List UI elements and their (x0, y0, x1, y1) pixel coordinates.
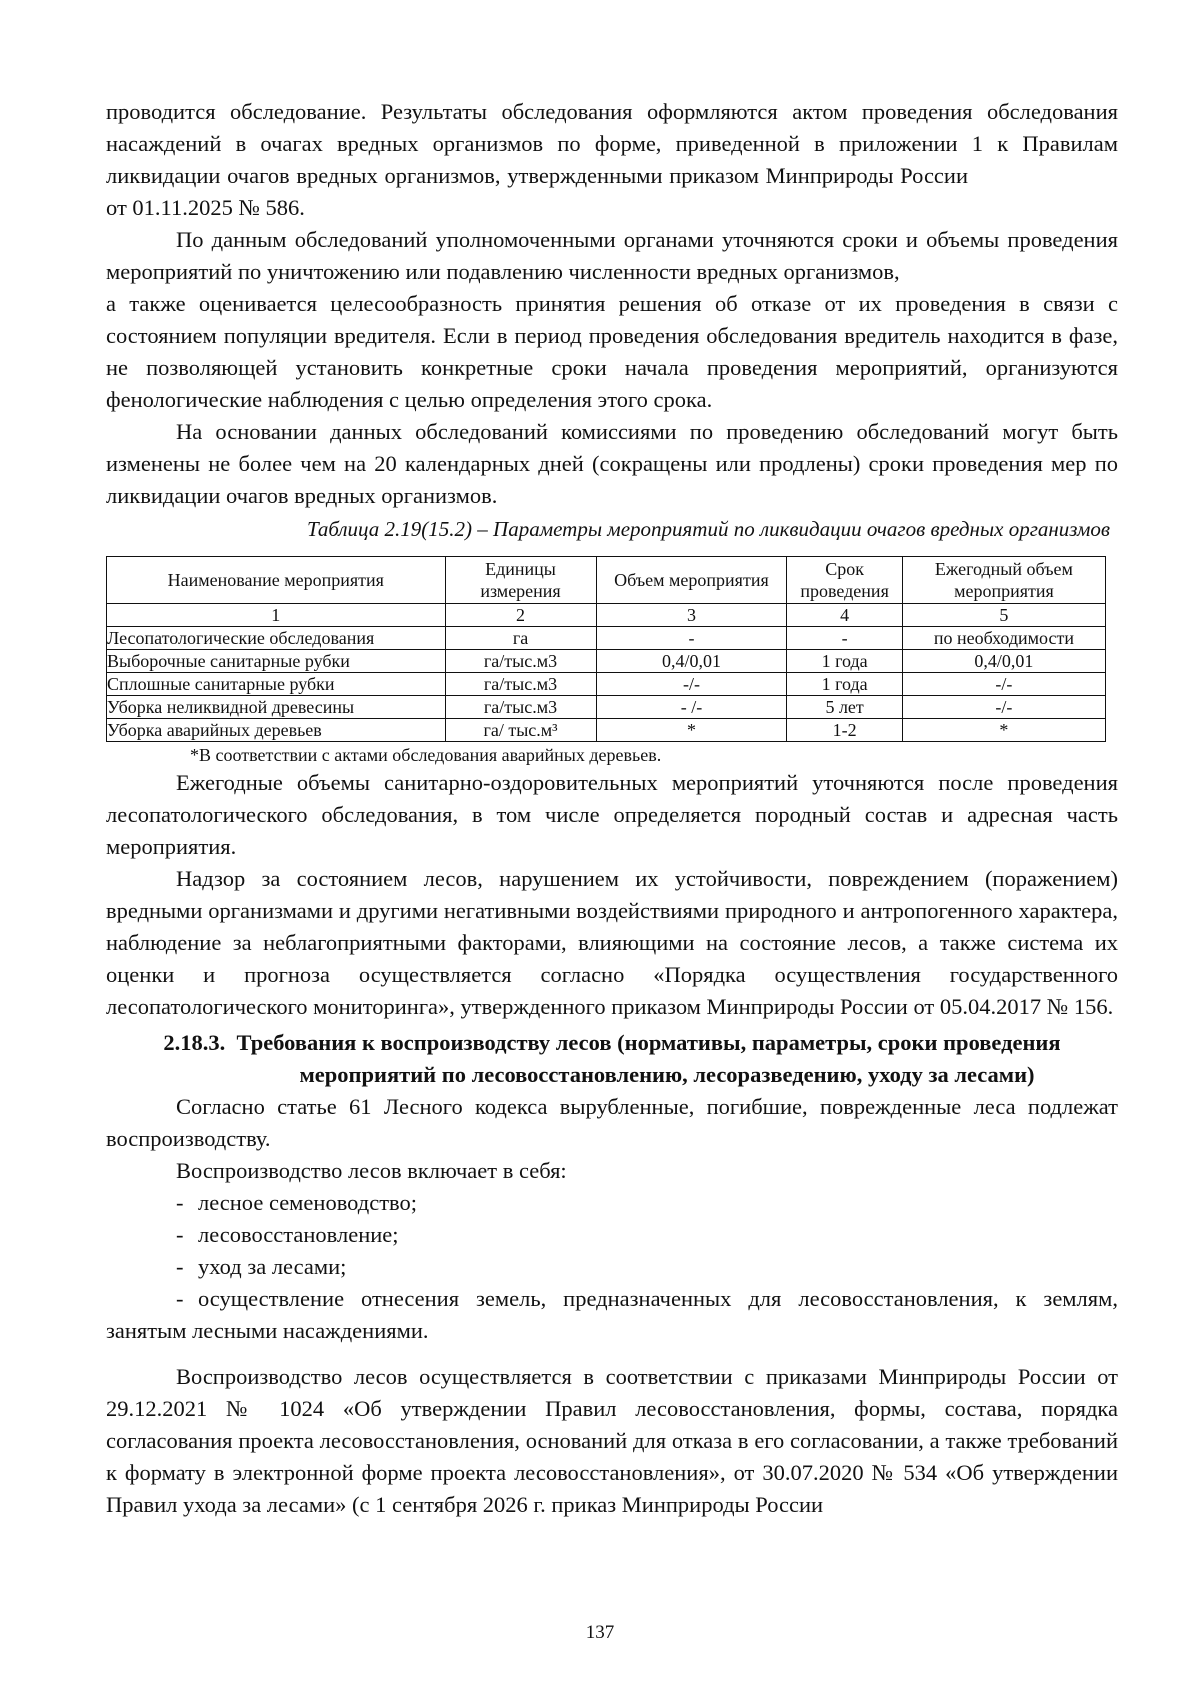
parameters-table (106, 556, 1106, 742)
list-item: - уход за лесами; (176, 1254, 347, 1279)
table-cell: * (596, 719, 787, 742)
table-cell: га/тыс.м3 (445, 650, 596, 673)
paragraph: По данным обследований уполномоченными органами уточняются сроки и объемы проведения мероприятий по уничтожению или подавлению численности вредных организмов, (106, 227, 1118, 284)
page-number: 137 (585, 1622, 615, 1643)
table-cell: га/ тыс.м³ (445, 719, 596, 742)
table-cell: -/- (902, 673, 1105, 696)
column-number: 2 (445, 604, 596, 627)
column-number: 3 (596, 604, 787, 627)
paragraph: проводится обследование. Результаты обследования оформляются актом проведения обследования насаждений в очагах вредных организмов по форме, приведенной в приложении 1 к Правилам ликвидации очагов вредных организмов, утвержденными приказом Минприроды Россииот 01.11.2025 № 586. (106, 99, 1118, 220)
table-header-cell: Единицы измерения (445, 557, 596, 604)
table-cell: Уборка аварийных деревьев (107, 719, 446, 742)
table-footnote: *В соответствии с актами обследования аварийных деревьев. (190, 745, 662, 765)
paragraph: На основании данных обследований комиссиями по проведению обследований могут быть изменены не более чем на 20 календарных дней (сокращены или продлены) сроки проведения мер по ликвидации очагов вредных организмов. (106, 419, 1118, 508)
table-header-cell: Срок проведения (787, 557, 902, 604)
paragraph: Воспроизводство лесов осуществляется в соответствии с приказами Минприроды России от 29.12.2021 № 1024 «Об утверждении Правил лесовосстановления, формы, состава, порядка согласования проекта лесовосстановления, оснований для отказа в его согласовании, а также требований к формату в электронной форме проекта лесовосстановления», от 30.07.2020 № 534 «Об утверждении Правил ухода за лесами» (с 1 сентября 2026 г. приказ Минприроды России (106, 1364, 1118, 1517)
table-cell: 1 года (787, 673, 902, 696)
table-cell: - /- (596, 696, 787, 719)
table-row (107, 650, 1106, 673)
table-header-cell: Наименование мероприятия (107, 557, 446, 604)
paragraph: Надзор за состоянием лесов, нарушением их устойчивости, повреждением (поражением) вредными организмами и другими негативными воздействиями природного и антропогенного характера, наблюдение за неблагоприятными факторами, влияющими на состояние лесов, а также система их оценки и прогноза осуществляется согласно «Порядка осуществления государственного лесопатологического мониторинга», утвержденного приказом Минприроды России от 05.04.2017 № 156. (106, 866, 1118, 1019)
table-header-cell: Объем мероприятия (596, 557, 787, 604)
table-cell: Уборка неликвидной древесины (107, 696, 446, 719)
paragraph: Согласно статье 61 Лесного кодекса вырубленные, погибшие, поврежденные леса подлежат воспроизводству. (106, 1094, 1118, 1151)
table-cell: 1-2 (787, 719, 902, 742)
section-title-line1: Требования к воспроизводству лесов (нормативы, параметры, сроки проведения (236, 1030, 1061, 1055)
table-cell: Сплошные санитарные рубки (107, 673, 446, 696)
table-caption: Таблица 2.19(15.2) – Параметры мероприятий по ликвидации очагов вредных организмов (306, 517, 1110, 541)
table-cell: 0,4/0,01 (902, 650, 1105, 673)
table-row (107, 673, 1106, 696)
table-cell: Лесопатологические обследования (107, 627, 446, 650)
table-row (107, 696, 1106, 719)
section-number: 2.18.3. (163, 1030, 226, 1055)
table-cell: 5 лет (787, 696, 902, 719)
column-number: 1 (107, 604, 446, 627)
table-cell: - (596, 627, 787, 650)
column-number: 5 (902, 604, 1105, 627)
paragraph: Ежегодные объемы санитарно-оздоровительных мероприятий уточняются после проведения лесопатологического обследования, в том числе определяется породный состав и адресная часть мероприятия. (106, 770, 1118, 859)
document-page (106, 96, 1118, 1521)
table-cell: - (787, 627, 902, 650)
list-item: - лесовосстановление; (176, 1222, 399, 1247)
table-header-cell: Ежегодный объем мероприятия (902, 557, 1105, 604)
section-title-line2: мероприятий по лесовосстановлению, лесоразведению, уходу за лесами) (299, 1062, 1035, 1087)
table-cell: 1 года (787, 650, 902, 673)
table-column-number-row (107, 604, 1106, 627)
table-cell: -/- (902, 696, 1105, 719)
list-item: - осуществление отнесения земель, предназначенных для лесовосстановления, к землям, занятым лесными насаждениями. (106, 1286, 1118, 1343)
paragraph: Воспроизводство лесов включает в себя: (176, 1158, 567, 1183)
table-cell: 0,4/0,01 (596, 650, 787, 673)
table-cell: * (902, 719, 1105, 742)
list-item: - лесное семеноводство; (176, 1190, 418, 1215)
table-cell: га/тыс.м3 (445, 673, 596, 696)
table-cell: Выборочные санитарные рубки (107, 650, 446, 673)
table-cell: га (445, 627, 596, 650)
table-row (107, 627, 1106, 650)
section-heading (106, 1027, 1118, 1091)
table-cell: га/тыс.м3 (445, 696, 596, 719)
paragraph: а также оценивается целесообразность принятия решения об отказе от их проведения в связи с состоянием популяции вредителя. Если в период проведения обследования вредитель находится в фазе, не позволяющей установить конкретные сроки начала проведения мероприятий, организуются фенологические наблюдения с целью определения этого срока. (106, 291, 1118, 412)
column-number: 4 (787, 604, 902, 627)
table-cell: -/- (596, 673, 787, 696)
table-header-row (107, 557, 1106, 604)
table-row (107, 719, 1106, 742)
table-cell: по необходимости (902, 627, 1105, 650)
